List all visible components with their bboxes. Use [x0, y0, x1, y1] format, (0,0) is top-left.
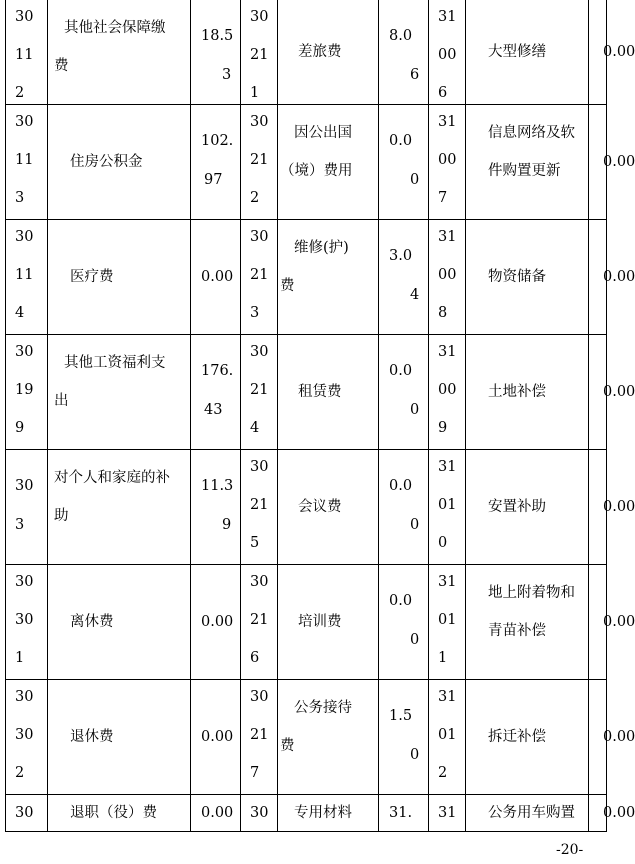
name-line: 费: [280, 738, 295, 754]
code-line: 31: [438, 9, 457, 25]
table-row: [6, 680, 635, 795]
amount-line: 1.5: [389, 708, 413, 724]
name-line: 青苗补偿: [488, 623, 546, 639]
name-cell: [278, 450, 379, 564]
name-cell: [466, 565, 589, 679]
amount-cell: [589, 335, 635, 449]
code-cell: [241, 795, 278, 832]
name-line: 费: [54, 58, 69, 74]
code-line: 30: [250, 114, 269, 130]
code-line: 2: [15, 85, 25, 101]
name-line: 差旅费: [298, 44, 342, 60]
amount-cell: [191, 450, 241, 564]
code-line: 30: [15, 689, 34, 705]
amount-line: 0.00: [603, 805, 635, 821]
amount-cell: [589, 680, 635, 794]
amount-cell: [191, 220, 241, 334]
amount-cell: [589, 795, 635, 832]
amount-cell: [191, 565, 241, 679]
code-cell: [6, 335, 48, 449]
code-line: 31: [438, 344, 457, 360]
code-line: 3: [250, 305, 260, 321]
amount-line: 0.00: [201, 614, 234, 630]
name-line: 住房公积金: [70, 154, 143, 170]
name-cell: [48, 795, 191, 832]
code-cell: [429, 220, 466, 334]
code-line: 00: [438, 152, 457, 168]
code-line: 01: [438, 612, 457, 628]
amount-line: 0.0: [389, 363, 413, 379]
amount-line: 0.0: [389, 593, 413, 609]
amount-cell: [191, 795, 241, 832]
code-line: 00: [438, 382, 457, 398]
code-line: 31: [438, 689, 457, 705]
amount-line: 0.00: [201, 269, 234, 285]
name-line: 公务用车购置: [488, 805, 575, 821]
amount-line: 18.5: [201, 28, 234, 44]
name-cell: [466, 795, 589, 832]
amount-cell: [379, 335, 429, 449]
amount-cell: [191, 105, 241, 219]
amount-cell: [589, 565, 635, 679]
code-cell: [429, 795, 466, 832]
amount-cell: [191, 0, 241, 104]
amount-line: 0.00: [201, 805, 234, 821]
code-cell: [6, 565, 48, 679]
code-line: 01: [438, 497, 457, 513]
code-cell: [429, 450, 466, 564]
amount-line: 0: [410, 517, 420, 533]
name-line: 离休费: [70, 614, 114, 630]
code-line: 11: [15, 47, 34, 63]
amount-cell: [379, 220, 429, 334]
code-cell: [241, 335, 278, 449]
code-line: 30: [15, 114, 34, 130]
code-line: 9: [438, 420, 448, 436]
table-row: [6, 565, 635, 680]
amount-line: 6: [410, 67, 420, 83]
code-line: 30: [15, 727, 34, 743]
table-row: [6, 220, 635, 335]
code-line: 30: [15, 805, 34, 821]
code-line: 7: [250, 765, 260, 781]
name-line: 对个人和家庭的补: [54, 470, 170, 486]
amount-line: 0: [410, 632, 420, 648]
name-line: 退休费: [70, 729, 114, 745]
name-line: 大型修缮: [488, 44, 546, 60]
name-line: 信息网络及软: [488, 125, 575, 141]
code-line: 21: [250, 267, 269, 283]
code-line: 11: [15, 267, 34, 283]
name-line: 其他工资福利支: [64, 355, 166, 371]
table-row: [6, 795, 635, 832]
amount-cell: [379, 565, 429, 679]
name-cell: [48, 220, 191, 334]
amount-line: 31.: [389, 805, 413, 821]
code-line: 31: [438, 805, 457, 821]
code-line: 9: [15, 420, 25, 436]
code-cell: [241, 450, 278, 564]
amount-line: 0: [410, 747, 420, 763]
name-cell: [48, 335, 191, 449]
name-cell: [278, 220, 379, 334]
code-cell: [429, 105, 466, 219]
budget-table: [5, 0, 635, 832]
code-line: 31: [438, 574, 457, 590]
code-line: 31: [438, 459, 457, 475]
code-line: 21: [250, 612, 269, 628]
code-line: 1: [250, 85, 260, 101]
amount-line: 0.00: [201, 729, 234, 745]
amount-cell: [379, 680, 429, 794]
code-line: 6: [438, 85, 448, 101]
code-line: 30: [15, 478, 34, 494]
name-line: 退职（役）费: [70, 805, 157, 821]
name-line: 出: [54, 393, 69, 409]
code-cell: [241, 105, 278, 219]
amount-line: 0.00: [603, 269, 635, 285]
code-line: 30: [15, 612, 34, 628]
name-cell: [48, 680, 191, 794]
code-line: 00: [438, 267, 457, 283]
name-line: 其他社会保障缴: [64, 20, 166, 36]
name-line: 维修(护): [294, 240, 349, 256]
amount-line: 0.00: [603, 154, 635, 170]
code-line: 3: [15, 517, 25, 533]
code-line: 1: [438, 650, 448, 666]
name-line: 因公出国: [294, 125, 352, 141]
name-line: 土地补偿: [488, 384, 546, 400]
code-cell: [241, 680, 278, 794]
amount-cell: [379, 105, 429, 219]
amount-cell: [379, 0, 429, 104]
name-line: 公务接待: [294, 700, 352, 716]
amount-cell: [589, 105, 635, 219]
table-row: [6, 335, 635, 450]
code-cell: [429, 680, 466, 794]
code-line: 1: [15, 650, 25, 666]
amount-line: 0.00: [603, 44, 635, 60]
name-line: 租赁费: [298, 384, 342, 400]
amount-line: 8.0: [389, 28, 413, 44]
name-line: 件购置更新: [488, 163, 561, 179]
name-cell: [48, 565, 191, 679]
amount-line: 0.0: [389, 133, 413, 149]
name-cell: [278, 680, 379, 794]
name-cell: [466, 335, 589, 449]
code-cell: [6, 0, 48, 104]
amount-line: 43: [204, 402, 223, 418]
amount-cell: [379, 795, 429, 832]
code-line: 30: [15, 574, 34, 590]
amount-line: 11.3: [201, 478, 234, 494]
amount-line: 0.00: [603, 614, 635, 630]
code-line: 2: [438, 765, 448, 781]
code-line: 21: [250, 727, 269, 743]
code-cell: [429, 565, 466, 679]
code-cell: [429, 0, 466, 104]
amount-line: 9: [222, 517, 232, 533]
code-line: 01: [438, 727, 457, 743]
name-line: 拆迁补偿: [488, 729, 546, 745]
code-cell: [6, 450, 48, 564]
code-line: 21: [250, 152, 269, 168]
name-line: 费: [280, 278, 295, 294]
code-line: 2: [250, 190, 260, 206]
code-line: 31: [438, 114, 457, 130]
name-cell: [278, 565, 379, 679]
code-cell: [241, 0, 278, 104]
amount-line: 102.: [201, 133, 234, 149]
name-cell: [466, 0, 589, 104]
code-line: 30: [15, 344, 34, 360]
name-line: 专用材料: [294, 805, 352, 821]
code-cell: [241, 565, 278, 679]
code-line: 7: [438, 190, 448, 206]
code-line: 19: [15, 382, 34, 398]
name-cell: [48, 105, 191, 219]
code-line: 00: [438, 47, 457, 63]
code-line: 21: [250, 497, 269, 513]
name-cell: [278, 105, 379, 219]
name-line: 地上附着物和: [488, 585, 575, 601]
code-line: 8: [438, 305, 448, 321]
code-cell: [6, 795, 48, 832]
amount-cell: [589, 450, 635, 564]
name-cell: [278, 0, 379, 104]
table-row: [6, 450, 635, 565]
name-line: 医疗费: [70, 269, 114, 285]
code-line: 30: [250, 229, 269, 245]
name-cell: [278, 795, 379, 832]
table-row: [6, 105, 635, 220]
code-line: 31: [438, 229, 457, 245]
name-cell: [48, 450, 191, 564]
amount-line: 0: [410, 172, 420, 188]
amount-line: 0.0: [389, 478, 413, 494]
amount-cell: [589, 220, 635, 334]
page-number: -20-: [556, 842, 584, 858]
code-line: 2: [15, 765, 25, 781]
amount-line: 97: [204, 172, 223, 188]
code-line: 30: [250, 689, 269, 705]
code-line: 30: [250, 574, 269, 590]
amount-line: 0.00: [603, 499, 635, 515]
amount-line: 176.: [201, 363, 234, 379]
code-line: 30: [250, 344, 269, 360]
code-cell: [429, 335, 466, 449]
name-line: 会议费: [298, 499, 342, 515]
amount-cell: [191, 335, 241, 449]
amount-line: 0.00: [603, 729, 635, 745]
code-line: 30: [15, 229, 34, 245]
name-line: 培训费: [298, 614, 342, 630]
code-line: 11: [15, 152, 34, 168]
code-line: 21: [250, 47, 269, 63]
amount-cell: [379, 450, 429, 564]
code-cell: [6, 105, 48, 219]
code-line: 3: [15, 190, 25, 206]
code-line: 21: [250, 382, 269, 398]
code-line: 4: [15, 305, 25, 321]
code-line: 30: [250, 805, 269, 821]
amount-cell: [589, 0, 635, 104]
code-cell: [6, 680, 48, 794]
code-line: 0: [438, 535, 448, 551]
name-cell: [466, 105, 589, 219]
code-line: 5: [250, 535, 260, 551]
name-cell: [466, 450, 589, 564]
code-line: 30: [15, 9, 34, 25]
amount-cell: [191, 680, 241, 794]
amount-line: 4: [410, 287, 420, 303]
name-line: 助: [54, 508, 69, 524]
name-cell: [48, 0, 191, 104]
code-cell: [241, 220, 278, 334]
name-cell: [278, 335, 379, 449]
code-cell: [6, 220, 48, 334]
name-line: 物资储备: [488, 269, 546, 285]
name-line: （境）费用: [280, 163, 353, 179]
table-row: [6, 0, 635, 105]
code-line: 4: [250, 420, 260, 436]
code-line: 30: [250, 9, 269, 25]
code-line: 6: [250, 650, 260, 666]
amount-line: 0.00: [603, 384, 635, 400]
name-line: 安置补助: [488, 499, 546, 515]
name-cell: [466, 680, 589, 794]
amount-line: 3.0: [389, 248, 413, 264]
code-line: 30: [250, 459, 269, 475]
amount-line: 3: [222, 67, 232, 83]
amount-line: 0: [410, 402, 420, 418]
name-cell: [466, 220, 589, 334]
